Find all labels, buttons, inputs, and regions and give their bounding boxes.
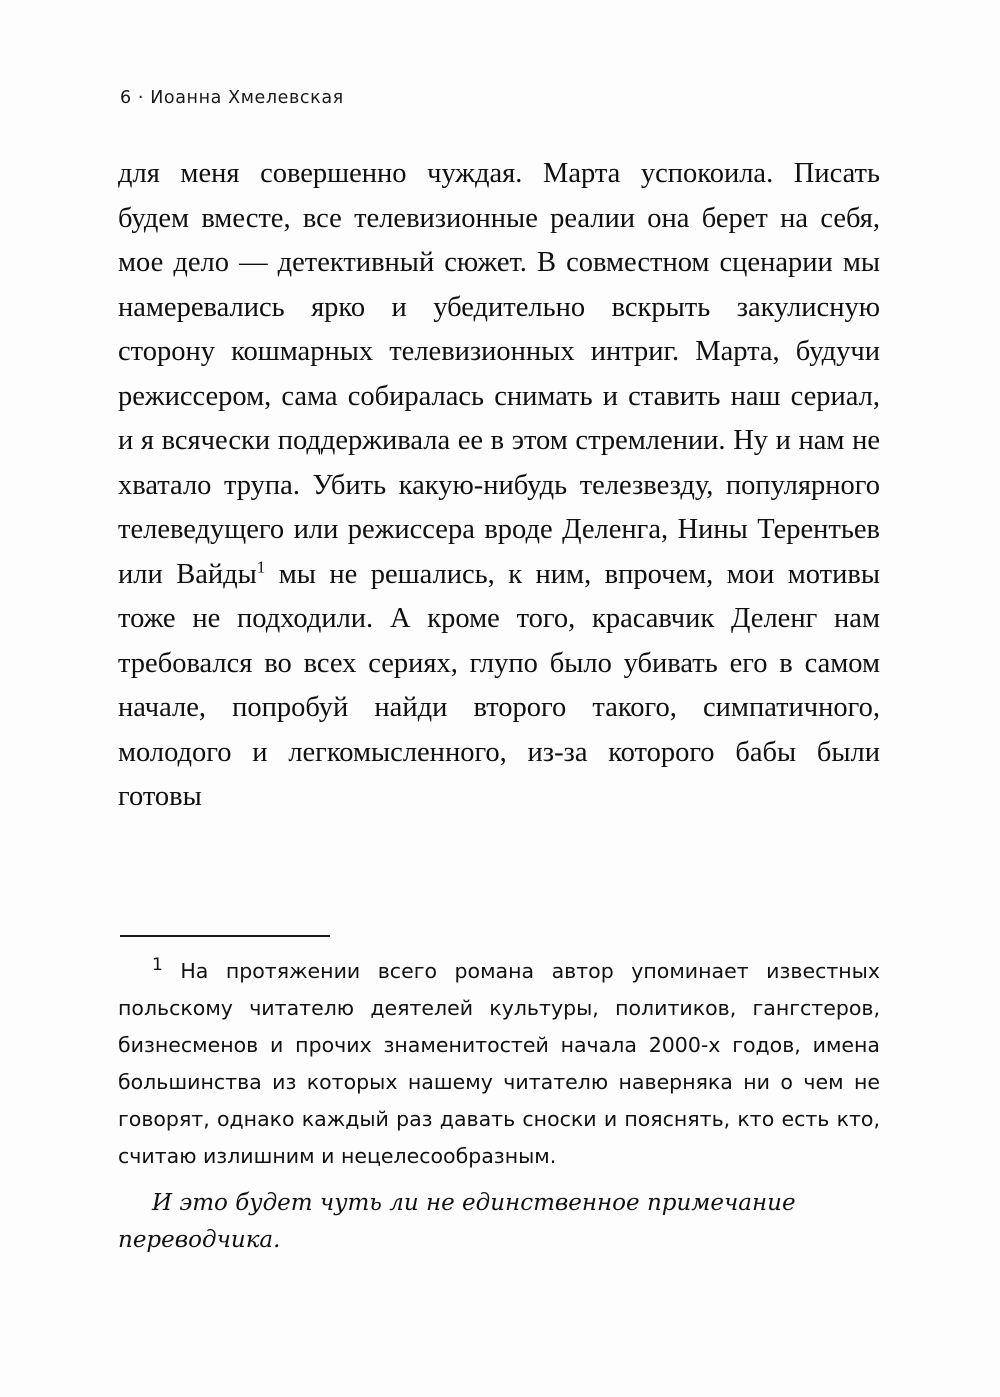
running-head: 6 · Иоанна Хмелевская (120, 88, 344, 108)
footnote-text (118, 953, 880, 1175)
footnote-block (118, 935, 880, 1259)
footnote-italic-note (118, 1185, 880, 1259)
paragraph (118, 152, 880, 820)
footnote-body: На протяжении всего романа автор упоминает известных польскому читателю деятелей культуры, политиков, гангстеров, бизнесменов и прочих знаменитостей начала 2000-х годов, имена большинства из которых нашему читателю наверняка ни о чем не говорят, однако каждый раз давать сноски и пояснять, кто есть кто, считаю излишним и нецелесообразным. (118, 959, 880, 1168)
body-text (118, 152, 880, 820)
footnote-separator-rule (120, 935, 330, 937)
footnote-italic-body: И это будет чуть ли не единственное примечание переводчика. (118, 1190, 796, 1253)
paragraph-part-1: для меня совершенно чуждая. Марта успокоила. Писать будем вместе, все телевизионные реалии она берет на себя, мое дело — детективный сюжет. В совместном сценарии мы намеревались ярко и убедительно вскрыть закулисную сторону кошмарных телевизионных интриг. Марта, будучи режиссером, сама собиралась снимать и ставить наш сериал, и я всячески поддерживала ее в этом стремлении. Ну и нам не хватало трупа. Убить какую-нибудь телезвезду, популярного телеведущего или режиссера вроде Деленга, Нины Терентьев или Вайды (118, 158, 880, 590)
paragraph-part-2: мы не решались, к ним, впрочем, мои мотивы тоже не подходили. А кроме того, красавчик Деленг нам требовался во всех сериях, глупо было убивать его в самом начале, попробуй найди второго такого, симпатичного, молодого и легкомысленного, из-за которого бабы были готовы (118, 558, 880, 812)
footnote-marker-inline: 1 (256, 557, 266, 576)
footnote-number: 1 (152, 955, 163, 976)
page-content (118, 88, 880, 820)
